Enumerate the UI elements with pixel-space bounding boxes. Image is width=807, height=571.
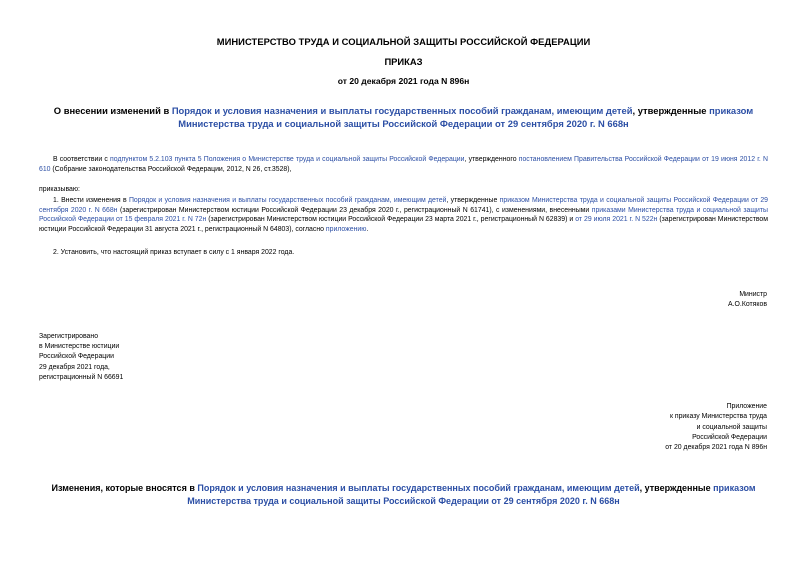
order-72n-link[interactable]: приказами Министерства труда и социальной защиты Российской Федерации от 15 февраля 2021 г. N 72н xyxy=(39,206,768,224)
clause-1-text-5: (зарегистрирован Министерством юстиции Российской Федерации 31 августа 2021 г., регистрационный N 64803), согласно xyxy=(39,216,768,233)
registration-line: в Министерстве юстиции xyxy=(39,343,120,351)
preamble-text-3: (Собрание законодательства Российской Федерации, 2012, N 26, ст.3528), xyxy=(50,165,292,173)
appendix-link[interactable]: приложению xyxy=(325,225,367,233)
registration-block xyxy=(39,332,123,383)
clause-1-text-4: (зарегистрирован Министерством юстиции Российской Федерации 23 марта 2021 г., регистрационный N 62839) и xyxy=(206,216,576,224)
signer-name: А.О.Котяков xyxy=(728,301,767,309)
registration-line: регистрационный N 66691 xyxy=(39,373,124,381)
regulation-link[interactable]: подпунктом 5.2.103 пункта 5 Положения о Министерстве труда и социальной защиты Российской Федерации xyxy=(110,156,465,163)
clause-1-text-1: 1. Внести изменения в xyxy=(53,197,129,204)
clause-1-text-6: . xyxy=(366,225,369,233)
procedure-link[interactable]: Порядок и условия назначения и выплаты государственных пособий гражданам, имеющим детей xyxy=(171,105,633,116)
document-date: от 20 декабря 2021 года N 896н xyxy=(337,76,470,86)
order-522n-link[interactable]: от 29 июля 2021 г. N 522н xyxy=(575,216,658,224)
order-verb: приказываю: xyxy=(39,186,80,193)
subject-prefix: О внесении изменений в xyxy=(53,105,172,116)
changes-procedure-link[interactable]: Порядок и условия назначения и выплаты государственных пособий гражданам, имеющим детей xyxy=(197,483,640,493)
changes-prefix: Изменения, которые вносятся в xyxy=(51,483,198,493)
appendix-line: Приложение xyxy=(726,403,767,410)
ministry-title: МИНИСТЕРСТВО ТРУДА И СОЦИАЛЬНОЙ ЗАЩИТЫ РОССИЙСКОЙ ФЕДЕРАЦИИ xyxy=(216,36,591,47)
registration-line: 29 декабря 2021 года, xyxy=(39,363,110,371)
preamble-text-2: , утвержденного xyxy=(464,156,519,163)
clause-order-668n-link[interactable]: приказом Министерства труда и социальной защиты Российской Федерации от 29 сентября 2020 г. N 668н xyxy=(39,197,768,214)
clause-1-text-2: , утвержденные xyxy=(446,197,500,204)
clause-procedure-link[interactable]: Порядок и условия назначения и выплаты государственных пособий гражданам, имеющим детей xyxy=(128,197,447,204)
changes-order-668n-link[interactable]: приказом Министерства труда и социальной защиты Российской Федерации от 29 сентября 2020 г. N 668н xyxy=(187,483,756,506)
document-type: ПРИКАЗ xyxy=(384,56,423,67)
subject-middle: , утвержденные xyxy=(632,105,710,116)
registration-line: Зарегистрировано xyxy=(39,333,99,340)
registration-line: Российской Федерации xyxy=(39,353,114,361)
signature-block xyxy=(728,290,767,311)
clause-1 xyxy=(39,196,768,234)
changes-title xyxy=(40,482,767,507)
appendix-line: Российской Федерации xyxy=(692,433,767,441)
government-decree-link[interactable]: постановлением Правительства Российской Федерации от 19 июня 2012 г. N 610 xyxy=(39,156,768,173)
changes-middle: , утвержденные xyxy=(639,483,714,493)
signer-position: Министр xyxy=(739,291,767,298)
appendix-line: от 20 декабря 2021 года N 896н xyxy=(665,444,767,452)
preamble-paragraph xyxy=(39,155,768,174)
preamble-text-1: В соответствии с xyxy=(53,156,111,163)
clause-2: 2. Установить, что настоящий приказ вступает в силу с 1 января 2022 года. xyxy=(53,249,295,256)
clause-1-text-3: (зарегистрирован Министерством юстиции Российской Федерации 23 декабря 2020 г., регистрационный N 61741), с изменениями, внесенными xyxy=(117,206,592,214)
order-668n-link[interactable]: приказом Министерства труда и социальной защиты Российской Федерации от 29 сентября 2020 г. N 668н xyxy=(178,105,754,129)
appendix-line: и социальной защиты xyxy=(696,423,767,431)
appendix-line: к приказу Министерства труда xyxy=(669,413,767,421)
appendix-block xyxy=(665,402,767,453)
order-subject xyxy=(30,104,777,130)
